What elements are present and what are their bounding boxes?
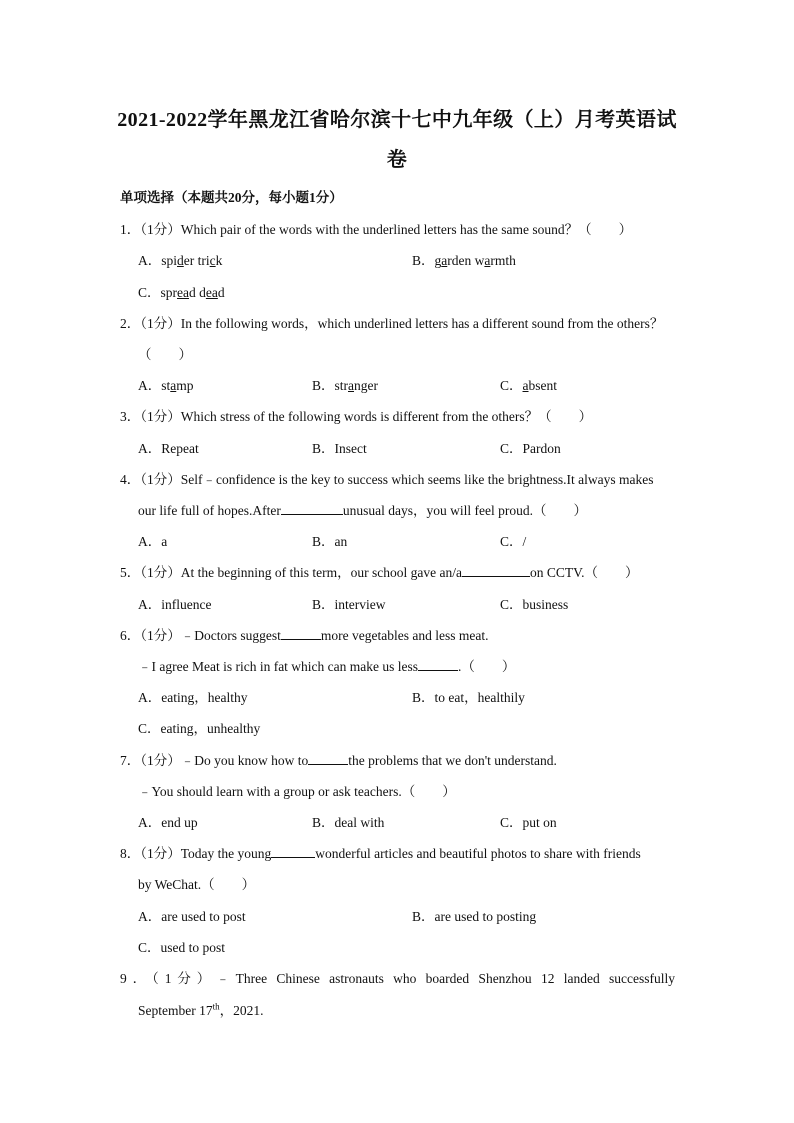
answer-blank <box>462 564 530 577</box>
question-8: 8．（1分）Today the young wonderful articles and beautiful photos to share with friends <box>120 846 641 861</box>
exam-title <box>100 100 694 180</box>
q2-option-b: B．stranger <box>312 378 379 393</box>
title-line-2: 卷 <box>386 149 408 171</box>
q5-option-c: C．business <box>500 597 569 612</box>
q8-option-b: B．are used to posting <box>412 909 537 924</box>
q2-option-c: C．absent <box>500 378 558 393</box>
question-4-continued: our life full of hopes.After unusual days，you will feel proud.（ ） <box>138 503 587 518</box>
q6-option-a: A．eating，healthy <box>138 690 248 705</box>
question-9: 9．（1分）﹣Three Chinese astronauts who boarded Shenzhou 12 landed successfully <box>120 971 675 986</box>
answer-blank <box>281 502 343 515</box>
q8-option-a: A．are used to post <box>138 909 246 924</box>
question-4: 4．（1分）Self﹣confidence is the key to success which seems like the brightness.It always makes <box>120 472 654 487</box>
q2-option-a: A．stamp <box>138 378 194 393</box>
question-2-continued: （ ） <box>138 347 192 362</box>
answer-blank <box>308 752 348 765</box>
question-3: 3．（1分）Which stress of the following words is different from the others？（ ） <box>120 409 593 424</box>
q7-option-a: A．end up <box>138 815 198 830</box>
q3-option-a: A．Repeat <box>138 441 199 456</box>
q5-option-b: B．interview <box>312 597 386 612</box>
q8-option-c: C．used to post <box>138 940 226 955</box>
q7-option-b: B．deal with <box>312 815 385 830</box>
q7-option-c: C．put on <box>500 815 557 830</box>
question-5: 5．（1分）At the beginning of this term，our school gave an/a on CCTV.（ ） <box>120 565 639 580</box>
q4-option-b: B．an <box>312 534 348 549</box>
answer-blank <box>418 658 458 671</box>
question-6-continued: ﹣I agree Meat is rich in fat which can make us less .（ ） <box>138 659 516 674</box>
question-9-continued: September 17th，2021. <box>138 1001 264 1018</box>
q3-option-b: B．Insect <box>312 441 367 456</box>
title-line-1: 2021-2022学年黑龙江省哈尔滨十七中九年级（上）月考英语试 <box>117 109 677 131</box>
question-1: 1．（1分）Which pair of the words with the underlined letters has the same sound？（ ） <box>120 222 633 237</box>
q4-option-c: C．/ <box>500 534 527 549</box>
q6-option-c: C．eating，unhealthy <box>138 721 261 736</box>
answer-blank <box>281 627 321 640</box>
q1-option-a: A．spider trick <box>138 253 223 268</box>
q6-option-b: B．to eat，healthily <box>412 690 525 705</box>
answer-blank <box>271 845 315 858</box>
q3-option-c: C．Pardon <box>500 441 561 456</box>
q1-option-b: B．garden warmth <box>412 253 516 268</box>
section-heading: 单项选择（本题共20分，每小题1分） <box>120 190 343 205</box>
q5-option-a: A．influence <box>138 597 212 612</box>
question-7-continued: ﹣You should learn with a group or ask teachers.（ ） <box>138 784 456 799</box>
q1-option-c: C．spread dead <box>138 285 225 300</box>
question-6: 6．（1分）﹣Doctors suggest more vegetables and less meat. <box>120 628 489 643</box>
q4-option-a: A．a <box>138 534 168 549</box>
question-7: 7．（1分）﹣Do you know how to the problems that we don't understand. <box>120 753 557 768</box>
question-8-continued: by WeChat.（ ） <box>138 877 256 892</box>
question-2: 2．（1分）In the following words，which underlined letters has a different sound from the others？ <box>120 316 664 331</box>
